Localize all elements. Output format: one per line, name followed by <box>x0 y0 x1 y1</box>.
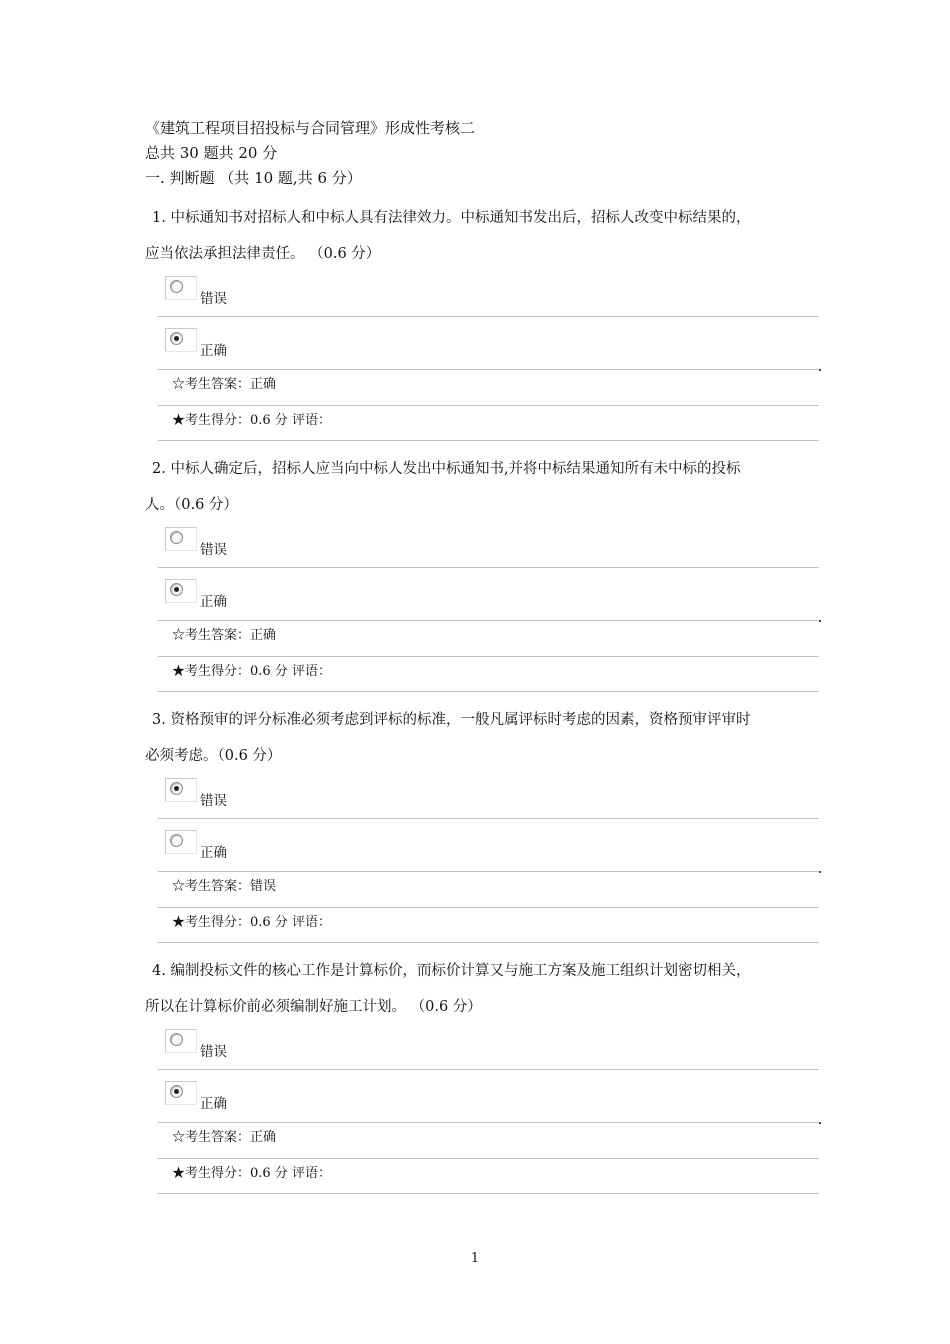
student-answer: ☆考生答案：正确 <box>172 377 277 392</box>
divider <box>158 691 819 692</box>
divider <box>158 1122 819 1123</box>
option-label: 错误 <box>200 793 227 809</box>
section-heading: 一. 判断题 （共 10 题,共 6 分） <box>145 169 362 187</box>
option-label: 正确 <box>200 594 227 610</box>
divider <box>158 907 819 908</box>
radio-frame <box>165 276 197 300</box>
option-false[interactable] <box>165 527 285 561</box>
question-text-line2: 所以在计算标价前必须编制好施工计划。 （0.6 分） <box>145 999 482 1015</box>
option-true[interactable] <box>165 830 285 864</box>
radio-button[interactable] <box>170 834 183 847</box>
option-false[interactable] <box>165 276 285 310</box>
student-score: ★考生得分：0.6 分 评语： <box>172 915 331 930</box>
divider <box>158 1193 819 1194</box>
radio-frame <box>165 1081 197 1105</box>
option-label: 正确 <box>200 1096 227 1112</box>
divider <box>158 620 819 621</box>
divider <box>158 818 819 819</box>
page-number: 1 <box>470 1251 480 1266</box>
question-text-line1: 4. 编制投标文件的核心工作是计算标价，而标价计算又与施工方案及施工组织计划密切相关， <box>152 963 751 979</box>
student-answer: ☆考生答案：正确 <box>172 1130 277 1145</box>
option-true[interactable] <box>165 328 285 362</box>
divider <box>158 871 819 872</box>
divider <box>158 405 819 406</box>
divider <box>158 440 819 441</box>
radio-button[interactable] <box>170 280 183 293</box>
divider <box>158 369 819 370</box>
divider-tick <box>819 871 821 873</box>
divider <box>158 942 819 943</box>
option-false[interactable] <box>165 778 285 812</box>
divider-tick <box>819 620 821 622</box>
option-label: 正确 <box>200 343 227 359</box>
option-label: 错误 <box>200 291 227 307</box>
question-text-line2: 必须考虑。（0.6 分） <box>145 748 282 764</box>
radio-frame <box>165 328 197 352</box>
divider <box>158 1069 819 1070</box>
option-label: 错误 <box>200 542 227 558</box>
student-answer: ☆考生答案：错误 <box>172 879 277 894</box>
student-score: ★考生得分：0.6 分 评语： <box>172 664 331 679</box>
divider-tick <box>819 369 821 371</box>
divider <box>158 656 819 657</box>
student-score: ★考生得分：0.6 分 评语： <box>172 413 331 428</box>
divider <box>158 316 819 317</box>
radio-frame <box>165 579 197 603</box>
question-text-line1: 1. 中标通知书对招标人和中标人具有法律效力。中标通知书发出后，招标人改变中标结果的， <box>152 210 751 226</box>
divider <box>158 1158 819 1159</box>
radio-frame <box>165 830 197 854</box>
option-true[interactable] <box>165 579 285 613</box>
option-false[interactable] <box>165 1029 285 1063</box>
radio-frame <box>165 1029 197 1053</box>
option-label: 错误 <box>200 1044 227 1060</box>
question-text-line1: 2. 中标人确定后，招标人应当向中标人发出中标通知书,并将中标结果通知所有未中标的投标 <box>152 461 741 477</box>
radio-button[interactable] <box>170 531 183 544</box>
student-score: ★考生得分：0.6 分 评语： <box>172 1166 331 1181</box>
radio-frame <box>165 527 197 551</box>
option-label: 正确 <box>200 845 227 861</box>
option-true[interactable] <box>165 1081 285 1115</box>
document-title: 《建筑工程项目招投标与合同管理》形成性考核二 <box>145 119 476 137</box>
radio-button[interactable] <box>170 583 183 596</box>
radio-button[interactable] <box>170 1033 183 1046</box>
student-answer: ☆考生答案：正确 <box>172 628 277 643</box>
divider <box>158 567 819 568</box>
divider-tick <box>819 1122 821 1124</box>
radio-button[interactable] <box>170 782 183 795</box>
radio-frame <box>165 778 197 802</box>
radio-button[interactable] <box>170 332 183 345</box>
total-summary: 总共 30 题共 20 分 <box>145 144 278 162</box>
question-text-line2: 应当依法承担法律责任。 （0.6 分） <box>145 246 381 262</box>
question-text-line2: 人。（0.6 分） <box>145 497 238 513</box>
radio-button[interactable] <box>170 1085 183 1098</box>
question-text-line1: 3. 资格预审的评分标准必须考虑到评标的标准，一般凡属评标时考虑的因素，资格预审评审时 <box>152 712 751 728</box>
